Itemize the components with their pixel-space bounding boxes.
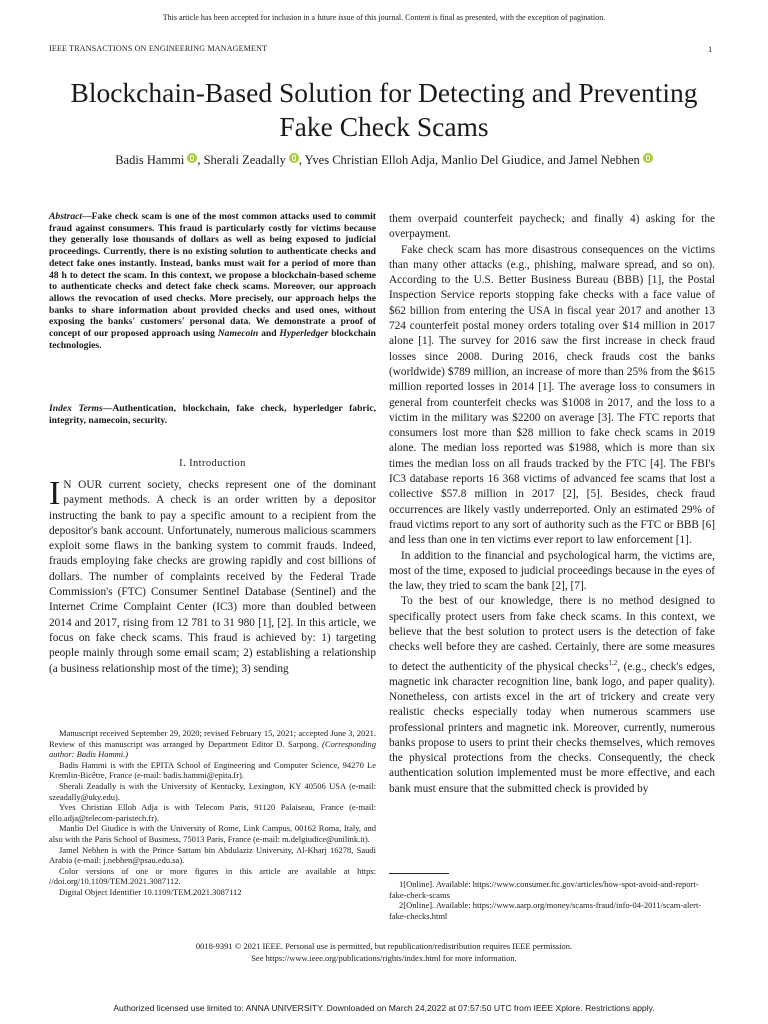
abstract-label: Abstract bbox=[49, 211, 83, 222]
footnote-affiliation: Badis Hammi is with the EPITA School of Engineering and Computer Science, 94270 Le Kremlin-Bicêtre, France (e-mail: badis.hammi@epita.fr). bbox=[49, 759, 376, 781]
footnote-marker[interactable]: 1,2 bbox=[608, 658, 618, 667]
author-footnotes bbox=[49, 728, 376, 898]
footnote-affiliation: Jamel Nebhen is with the Prince Sattam bin Abdulaziz University, Al-Kharj 16278, Saudi Arabia (e-mail: j.nebhen@psau.edu.sa). bbox=[49, 844, 376, 866]
footnote-affiliation: Manlio Del Giudice is with the University of Rome, Link Campus, 00162 Roma, Italy, and also with the Paris School of Business, 75013 Paris, France (e-mail: m.delgiudice@unilink.it). bbox=[49, 823, 376, 844]
paragraph-text: , (e.g., check's edges, magnetic ink character recognition line, bank logo, and paper quality). Nonetheless, con artists excel in the art of trickery and create very realistic checks especially today when numerous scammers use professional printers and magnetic ink. Moreover, currently, numerous banks propose to users to print their checks themselves, which removes the physical protections from the checks. Consequently, the check authentication solution implemented must be more effective, and each bank must ensure that the submitted check is provided by bbox=[389, 660, 716, 795]
orcid-icon[interactable] bbox=[289, 153, 299, 163]
paragraph: In addition to the financial and psychological harm, the victims are, most of the time, exposed to judicial proceedings because in the eyes of the law, they tried to scam the bank [2], [7]. bbox=[389, 549, 715, 593]
copyright-line: 0018-9391 © 2021 IEEE. Personal use is permitted, but republication/redistribution requires IEEE permission. bbox=[195, 941, 573, 951]
intro-first-word: N OUR bbox=[63, 479, 103, 491]
page-number: 1 bbox=[708, 44, 713, 54]
drop-cap: I bbox=[49, 475, 61, 512]
footnote-affiliation: Yves Christian Elloh Adja is with Telecom Paris, 91120 Palaiseau, France (e-mail: ello.adja@telecom-paristech.fr). bbox=[49, 802, 376, 823]
footnote-text: Manuscript received September 29, 2020; revised February 15, 2021; accepted June 3, 2021. Review of this manuscript was arranged by Department Editor D. Sarpong. bbox=[49, 728, 376, 749]
footnote-divider bbox=[389, 873, 449, 874]
section-heading: I. Introduction bbox=[179, 458, 246, 469]
right-column bbox=[389, 212, 715, 797]
author-list: Badis Hammi , Sherali Zeadally , Yves Christian Elloh Adja, Manlio Del Giudice, and Jamel Nebhen bbox=[40, 153, 728, 168]
footnote-doi: Digital Object Identifier 10.1109/TEM.2021.3087112 bbox=[59, 886, 242, 897]
abstract: Abstract—Fake check scam is one of the most common attacks used to commit fraud against consumers. This fraud is particularly costly for victims because they generally lose thousands of dollars as well as being exposed to judicial proceedings. Currently, there is no existing solution to authenticate checks and detect fake ones instantly. Instead, banks must wait for a period of more than 48 h to detect the scam. In this context, we propose a blockchain-based scheme to authenticate checks and detect fake check scams. Moreover, our approach allows the revocation of used checks. More precisely, our approach helps the banks to share information about provided checks and used ones, without exposing the banks' customers' personal data. We demonstrate a proof of concept of our proposed approach using Namecoin and Hyperledger blockchain technologies. bbox=[49, 211, 376, 351]
paragraph-text: To the best of our knowledge, there is no method designed to specifically protect users from fake check scams. In this context, we believe that the best solution to protect users is the detection of fake checks well before they are cashed. Certainly, there are some measures to detect the authenticity of the physical checks bbox=[389, 595, 715, 673]
index-terms: Index Terms—Authentication, blockchain, fake check, hyperledger fabric, integrity, namecoin, security. bbox=[49, 403, 376, 426]
footnote-corresponding: (Corresponding author: Badis Hammi.) bbox=[49, 738, 377, 760]
author-name: Badis Hammi bbox=[115, 153, 185, 167]
orcid-icon[interactable] bbox=[187, 153, 197, 163]
abstract-namecoin: Namecoin bbox=[217, 328, 259, 340]
footnote-url[interactable]: 2[Online]. Available: https://www.aarp.org/money/scams-fraud/info-04-2011/scam-alert-fake-checks.html bbox=[389, 900, 702, 921]
license-notice: Authorized licensed use limited to: ANNA UNIVERSITY. Downloaded on March 24,2022 at 07:57:50 UTC from IEEE Xplore. Restrictions apply. bbox=[113, 1003, 655, 1013]
intro-text: current society, checks represent one of the dominant payment methods. A check is an order written by a depositor instructing the bank to pay a specific amount to a recipient from the depositor's bank account. Unfortunately, numerous malicious scammers exploit some flaws in the banking system to commit frauds. Indeed, frauds employing fake checks are growing rapidly and cost billions of dollars. The number of complaints received by the Federal Trade Commission's (FTC) Consumer Sentinel Database (Sentinel) and the Internet Crime Complaint Center (IC3) more than doubled between 2014 and 2017, rising from 12 781 to 31 980 [1], [2]. In this article, we focus on fake check scams. This fraud is achieved by: 1) targeting people mainly through some email scam; 2) establishing a relationship (a business relationship most of the time); 3) sending bbox=[49, 479, 376, 675]
abstract-hyperledger: Hyperledger bbox=[279, 328, 329, 340]
paragraph: them overpaid counterfeit paycheck; and finally 4) asking for the overpayment. bbox=[389, 213, 715, 241]
footnote-color-versions: Color versions of one or more figures in this article are available at https: //doi.org/10.1109/TEM.2021.3087112. bbox=[49, 865, 376, 887]
acceptance-notice: This article has been accepted for inclusion in a future issue of this journal. Content is final as presented, with the exception of pagination. bbox=[162, 13, 606, 22]
copyright-line[interactable]: See https://www.ieee.org/publications/rights/index.html for more information. bbox=[251, 953, 517, 963]
intro-paragraph bbox=[49, 475, 376, 677]
abstract-tail: blockchain technologies. bbox=[49, 328, 376, 351]
index-terms-label: Index Terms bbox=[49, 403, 103, 414]
author-name: Sherali Zeadally bbox=[203, 153, 286, 167]
running-head: IEEE TRANSACTIONS ON ENGINEERING MANAGEMENT bbox=[49, 44, 268, 53]
footnote-url[interactable]: 1[Online]. Available: https://www.consumer.ftc.gov/articles/how-spot-avoid-and-report-fake-check-scams bbox=[389, 879, 699, 900]
author-name: Yves Christian Elloh Adja, Manlio Del Giudice, and Jamel Nebhen bbox=[304, 153, 640, 167]
index-terms-text: Authentication, blockchain, fake check, hyperledger fabric, integrity, namecoin, security. bbox=[49, 403, 376, 426]
footnote-affiliation: Sherali Zeadally is with the University of Kentucky, Lexington, KY 40506 USA (e-mail: szeadally@uky.edu). bbox=[49, 780, 376, 802]
orcid-icon[interactable] bbox=[643, 153, 653, 163]
footnote-manuscript bbox=[49, 728, 376, 760]
copyright-notice bbox=[0, 940, 768, 964]
paper-title: Blockchain-Based Solution for Detecting and Preventing Fake Check Scams bbox=[70, 77, 698, 142]
paragraph bbox=[389, 594, 715, 797]
abstract-and: and bbox=[261, 328, 277, 340]
url-footnotes bbox=[389, 879, 715, 921]
abstract-text: Fake check scam is one of the most common attacks used to commit fraud against consumers. This fraud is particularly costly for victims because they generally lose thousands of dollars as well as being exposed to judicial proceedings. Currently, there is no existing solution to authenticate checks and detect fake ones instantly. Instead, banks must wait for a period of more than 48 h to detect the scam. In this context, we propose a blockchain-based scheme to authenticate checks and detect fake check scams. Moreover, our approach allows the revocation of used checks. More precisely, our approach helps the banks to share information about provided checks and used ones, without exposing the banks' customers' personal data. We demonstrate a proof of concept of our proposed approach using bbox=[49, 211, 376, 340]
paragraph: Fake check scam has more disastrous consequences on the victims than many other attacks (e.g., phishing, malware spread, and so on). According to the U.S. Better Business Bureau (BBB) [1], the Postal Inspection Service reports stopping fake checks with a face value of $62 billion from entering the USA in fiscal year 2017 and another 13 724 counterfeit postal money orders totaling over $14 million in 2017 alone [1]. The survey for 2016 saw the first increase in check fraud losses since 2008. During 2016, check frauds cost the banks (worldwide) $789 million, an increase of more than 25% from the $615 million reported losses in 2014 [1]. The average loss to consumers in general from counterfeit checks was $1008 in 2017, and the loss to a victim in the military was $2200 on average [3]. The FTC reports that consumers lost more than $28 million to fake check scams in 2019 alone. The median loss reported was $1988, which is more than six times the median loss on all frauds tracked by the FTC [4]. The FBI's IC3 database reports 16 368 victims of advanced fee scams that lost a collective $57.8 million in 2017 [2], [5]. Besides, check fraud occurrences are likely vastly underreported. Only an estimated 29% of fraud victims report to any sort of authority such as the FTC or BBB [6] and less than one in ten victims ever report to law enforcement [1]. bbox=[389, 243, 715, 547]
